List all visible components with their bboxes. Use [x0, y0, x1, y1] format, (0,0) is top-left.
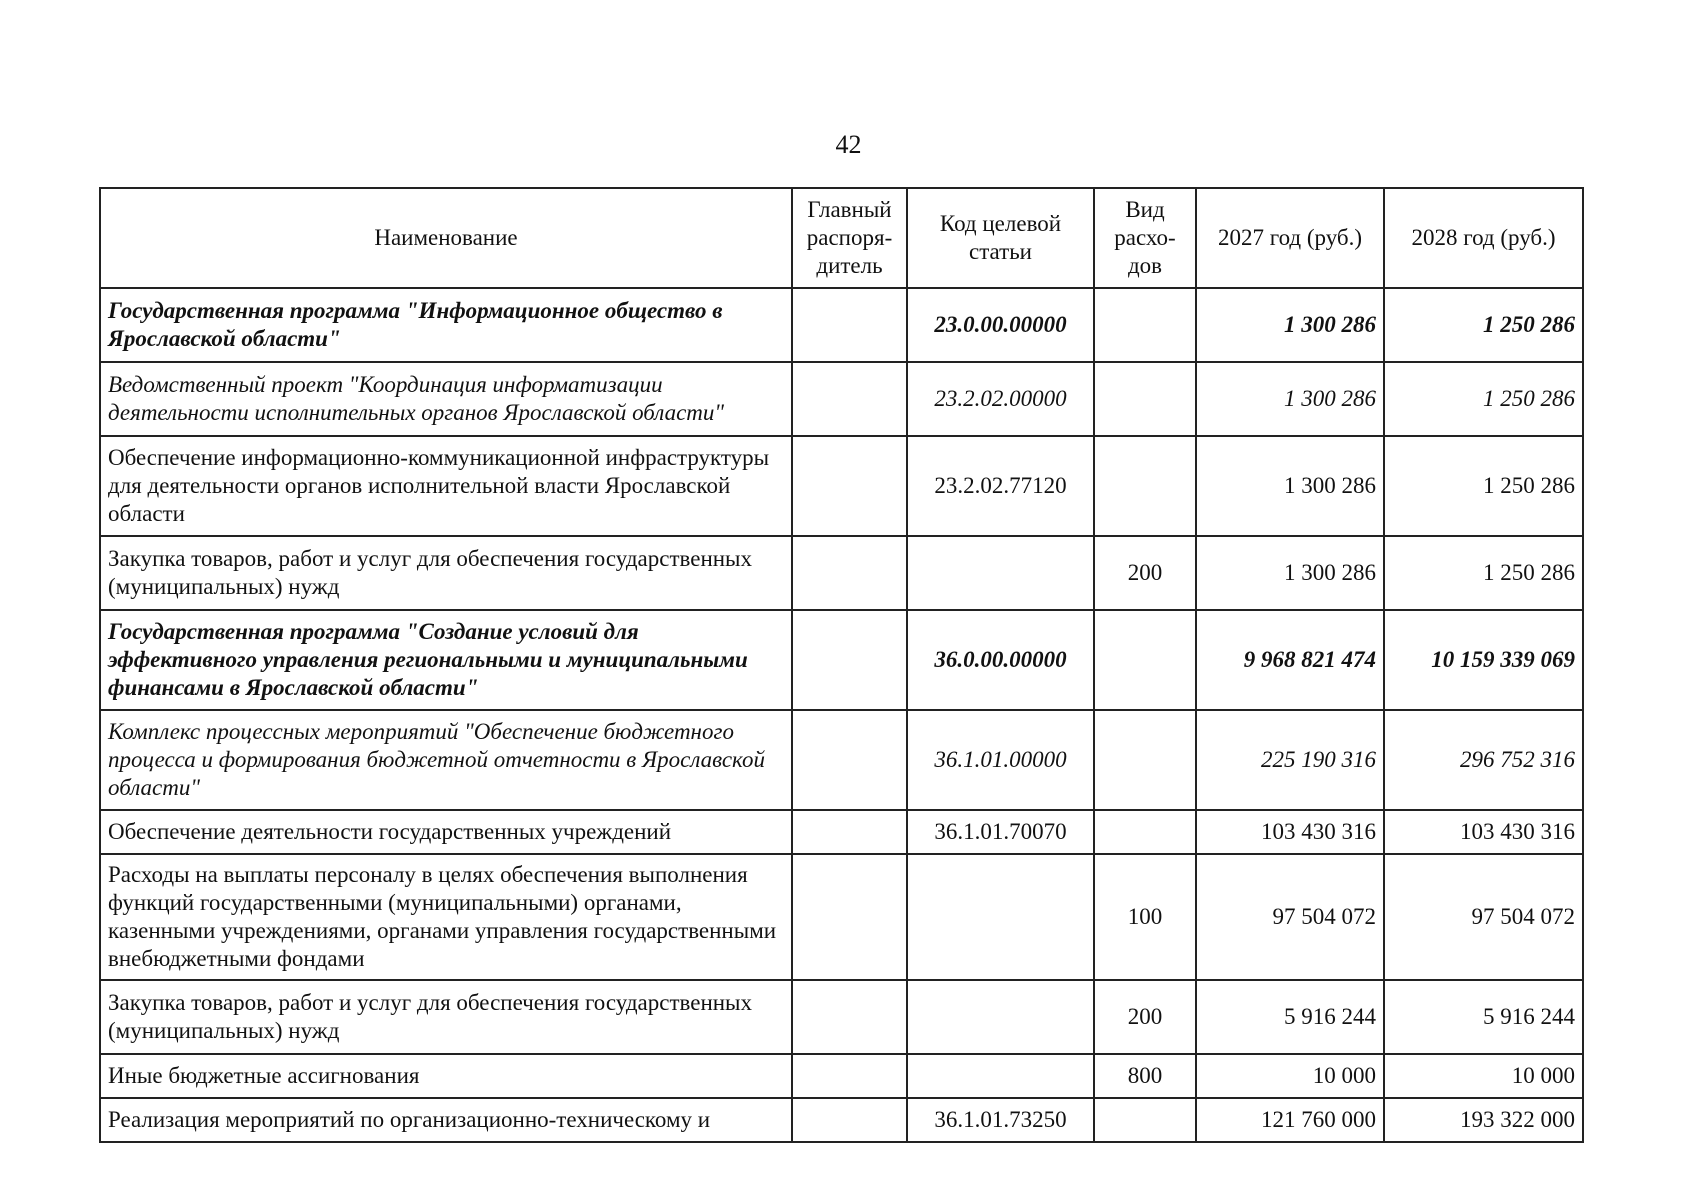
row-manager — [792, 610, 907, 710]
header-2028: 2028 год (руб.) — [1384, 188, 1583, 288]
row-manager — [792, 436, 907, 536]
row-2027: 9 968 821 474 — [1196, 610, 1384, 710]
row-kind — [1094, 810, 1196, 854]
row-code — [907, 854, 1094, 980]
row-2027: 1 300 286 — [1196, 536, 1384, 610]
row-2027: 1 300 286 — [1196, 288, 1384, 362]
header-name: Наименование — [100, 188, 792, 288]
row-name: Ведомственный проект "Координация информатизации деятельности исполнительных органов Ярославской области" — [100, 362, 792, 436]
row-kind — [1094, 362, 1196, 436]
row-kind — [1094, 436, 1196, 536]
row-kind — [1094, 610, 1196, 710]
row-name: Реализация мероприятий по организационно-техническому и — [100, 1098, 792, 1142]
row-2028: 1 250 286 — [1384, 536, 1583, 610]
header-2027: 2027 год (руб.) — [1196, 188, 1384, 288]
row-name: Закупка товаров, работ и услуг для обеспечения государственных (муниципальных) нужд — [100, 980, 792, 1054]
row-code: 36.1.01.73250 — [907, 1098, 1094, 1142]
table-row — [100, 436, 1583, 536]
header-code: Код целевой статьи — [907, 188, 1094, 288]
row-manager — [792, 288, 907, 362]
table-body — [100, 288, 1583, 1142]
row-kind: 100 — [1094, 854, 1196, 980]
row-name: Государственная программа "Информационное общество в Ярославской области" — [100, 288, 792, 362]
row-code: 23.2.02.77120 — [907, 436, 1094, 536]
row-2028: 1 250 286 — [1384, 436, 1583, 536]
row-kind — [1094, 1098, 1196, 1142]
row-name: Комплекс процессных мероприятий "Обеспечение бюджетного процесса и формирования бюджетной отчетности в Ярославской области" — [100, 710, 792, 810]
row-code: 23.2.02.00000 — [907, 362, 1094, 436]
header-manager: Главный распоря-дитель — [792, 188, 907, 288]
table-row — [100, 854, 1583, 980]
row-2027: 225 190 316 — [1196, 710, 1384, 810]
row-manager — [792, 1098, 907, 1142]
row-name: Закупка товаров, работ и услуг для обеспечения государственных (муниципальных) нужд — [100, 536, 792, 610]
row-2028: 97 504 072 — [1384, 854, 1583, 980]
row-manager — [792, 710, 907, 810]
row-code: 36.0.00.00000 — [907, 610, 1094, 710]
row-code: 36.1.01.70070 — [907, 810, 1094, 854]
row-kind — [1094, 288, 1196, 362]
row-name: Обеспечение деятельности государственных учреждений — [100, 810, 792, 854]
row-2028: 10 000 — [1384, 1054, 1583, 1098]
table-row — [100, 362, 1583, 436]
row-2028: 296 752 316 — [1384, 710, 1583, 810]
row-manager — [792, 536, 907, 610]
table-row — [100, 610, 1583, 710]
budget-table — [99, 187, 1584, 1143]
header-kind: Вид расхо-дов — [1094, 188, 1196, 288]
row-2027: 97 504 072 — [1196, 854, 1384, 980]
row-name: Расходы на выплаты персоналу в целях обеспечения выполнения функций государственными (муниципальными) органами, казенными учреждениями, органами управления государственными внебюджетными фондами — [100, 854, 792, 980]
row-2027: 5 916 244 — [1196, 980, 1384, 1054]
row-name: Государственная программа "Создание условий для эффективного управления региональными и муниципальными финансами в Ярославской области" — [100, 610, 792, 710]
table-row — [100, 1098, 1583, 1142]
row-2028: 193 322 000 — [1384, 1098, 1583, 1142]
row-2027: 1 300 286 — [1196, 436, 1384, 536]
table-row — [100, 810, 1583, 854]
table-row — [100, 980, 1583, 1054]
row-2027: 103 430 316 — [1196, 810, 1384, 854]
row-kind: 800 — [1094, 1054, 1196, 1098]
row-manager — [792, 854, 907, 980]
row-code — [907, 980, 1094, 1054]
row-2028: 5 916 244 — [1384, 980, 1583, 1054]
table-row — [100, 536, 1583, 610]
page-number: 42 — [835, 130, 862, 159]
row-code: 36.1.01.00000 — [907, 710, 1094, 810]
table-header-row — [100, 188, 1583, 288]
row-manager — [792, 980, 907, 1054]
row-manager — [792, 1054, 907, 1098]
row-code: 23.0.00.00000 — [907, 288, 1094, 362]
row-2028: 10 159 339 069 — [1384, 610, 1583, 710]
row-2027: 121 760 000 — [1196, 1098, 1384, 1142]
row-2028: 1 250 286 — [1384, 288, 1583, 362]
row-code — [907, 1054, 1094, 1098]
row-2027: 10 000 — [1196, 1054, 1384, 1098]
table-row — [100, 1054, 1583, 1098]
row-code — [907, 536, 1094, 610]
row-2028: 1 250 286 — [1384, 362, 1583, 436]
row-kind: 200 — [1094, 536, 1196, 610]
row-kind: 200 — [1094, 980, 1196, 1054]
row-2028: 103 430 316 — [1384, 810, 1583, 854]
row-kind — [1094, 710, 1196, 810]
table-row — [100, 288, 1583, 362]
table-row — [100, 710, 1583, 810]
row-name: Иные бюджетные ассигнования — [100, 1054, 792, 1098]
row-manager — [792, 810, 907, 854]
row-2027: 1 300 286 — [1196, 362, 1384, 436]
row-manager — [792, 362, 907, 436]
row-name: Обеспечение информационно-коммуникационной инфраструктуры для деятельности органов исполнительной власти Ярославской области — [100, 436, 792, 536]
